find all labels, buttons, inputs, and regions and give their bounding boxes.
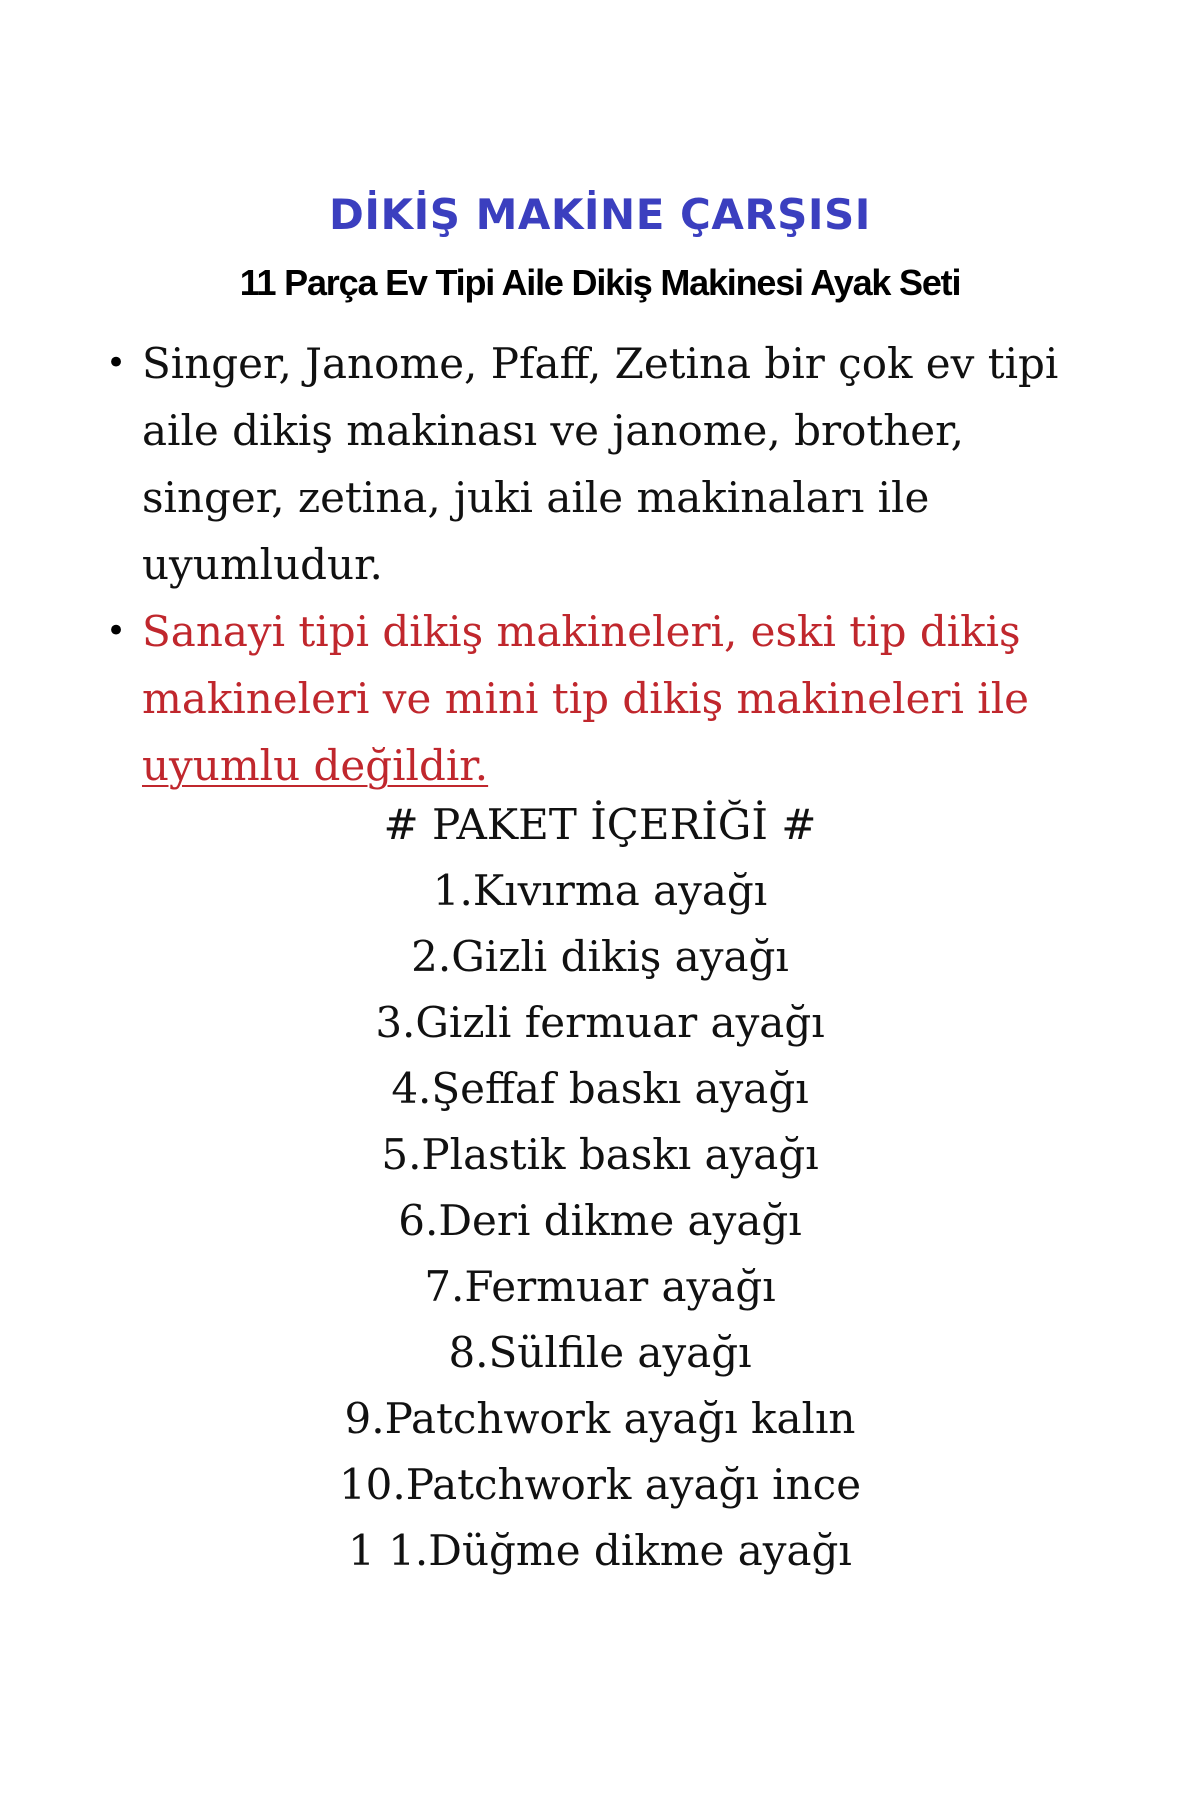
list-item: 10.Patchwork ayağı ince [338,1460,862,1509]
incompatible-text: Sanayi tipi dikiş makineleri, eski tip dikiş makineleri ve mini tip dikiş makineleri ile [142,607,1030,723]
brand-title: DİKİŞ MAKİNE ÇARŞISI [329,190,871,239]
product-subtitle: 11 Parça Ev Tipi Aile Dikiş Makinesi Ayak Seti [239,262,961,303]
list-item: 8.Sülfile ayağı [448,1328,752,1377]
list-item-incompatible [100,598,1110,799]
list-item: 7.Fermuar ayağı [424,1262,776,1311]
list-item: 4.Şeffaf baskı ayağı [391,1064,809,1113]
compatible-text: Singer, Janome, Pfaff, Zetina bir çok ev tipi aile dikiş makinası ve janome, brother, singer, zetina, juki aile makinaları ile uyumludur. [142,339,1059,589]
package-heading: # PAKET İÇERİĞİ # [383,800,817,849]
list-item: 1.Kıvırma ayağı [432,866,768,915]
incompatible-emphasis: uyumlu değildir. [142,741,489,790]
list-item: 2.Gizli dikiş ayağı [411,932,789,981]
bullet-icon: • [106,611,127,651]
list-item: 1 1.Düğme dikme ayağı [348,1526,852,1575]
list-item: 6.Deri dikme ayağı [398,1196,802,1245]
package-contents [0,792,1200,1584]
list-item: 5.Plastik baskı ayağı [381,1130,819,1179]
bullet-icon: • [106,343,127,383]
list-item: 9.Patchwork ayağı kalın [344,1394,856,1443]
compatibility-list [100,330,1110,799]
list-item-compatible [100,330,1110,598]
list-item: 3.Gizli fermuar ayağı [375,998,825,1047]
